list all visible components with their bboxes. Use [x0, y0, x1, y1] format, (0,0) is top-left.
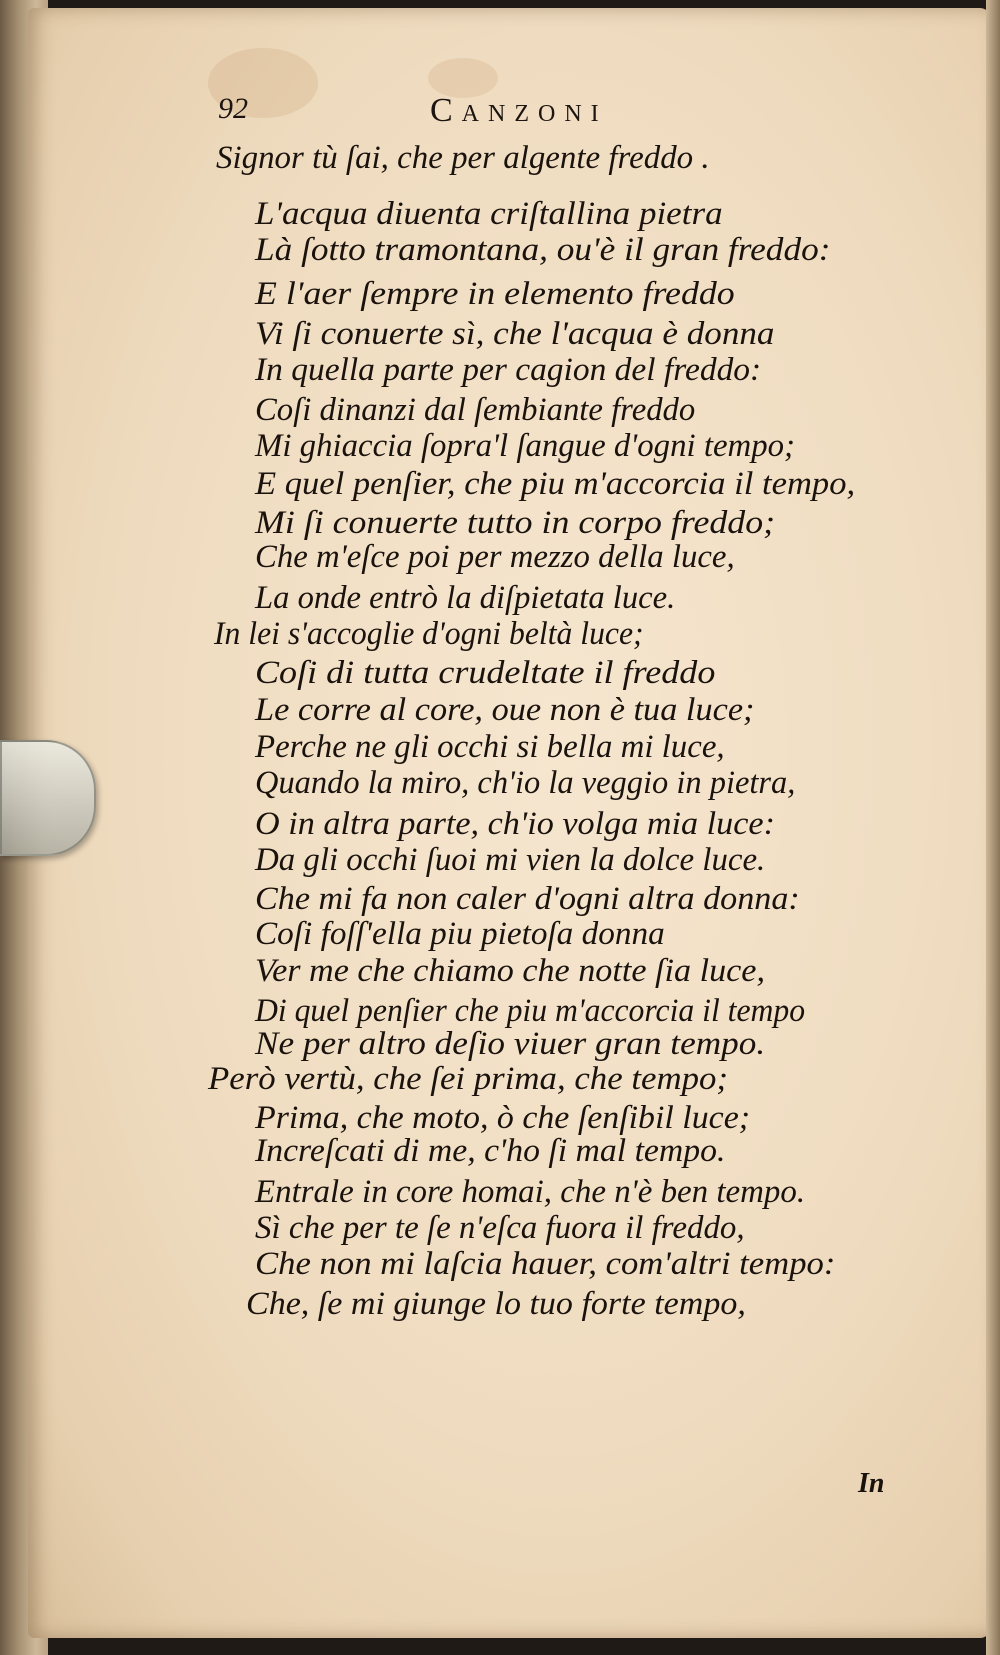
verse-line: Mi ſi conuerte tutto in corpo freddo;: [255, 505, 776, 541]
verse-line: Sì che per te ſe n'eſca fuora il freddo,: [255, 1210, 745, 1246]
verse-line: Mi ghiaccia ſopra'l ſangue d'ogni tempo;: [255, 428, 795, 464]
verse-line: Vi ſi conuerte sì, che l'acqua è donna: [255, 316, 775, 352]
verse-line: Ver me che chiamo che notte ſia luce,: [255, 953, 765, 989]
verse-line: L'acqua diuenta criſtallina pietra: [255, 196, 723, 232]
verse-line: Che m'eſce poi per mezzo della luce,: [255, 539, 735, 575]
verse-line: Coſi foſſ'ella piu pietoſa donna: [255, 916, 665, 952]
page-number: 92: [218, 92, 248, 125]
verse-line: Che mi fa non caler d'ogni altra donna:: [255, 881, 800, 917]
verse-line: Ne per altro deſio viuer gran tempo.: [255, 1026, 766, 1062]
verse-line: Increſcati di me, c'ho ſi mal tempo.: [255, 1133, 726, 1169]
verse-line: E l'aer ſempre in elemento freddo: [255, 276, 735, 312]
verse-line: Però vertù, che ſei prima, che tempo;: [208, 1061, 729, 1097]
verse-line: Che non mi laſcia hauer, com'altri tempo:: [255, 1246, 836, 1282]
verse-line: Quando la miro, ch'io la veggio in pietra,: [255, 765, 796, 801]
verse-line: Coſi di tutta crudeltate il freddo: [255, 655, 716, 691]
running-head: Canzoni: [430, 92, 608, 129]
verse-line: Signor tù ſai, che per algente freddo .: [216, 140, 710, 176]
catchword: In: [858, 1468, 885, 1499]
verse-line: Che, ſe mi giunge lo tuo forte tempo,: [246, 1286, 746, 1322]
verse-line: Le corre al core, oue non è tua luce;: [255, 692, 755, 728]
right-page-edge: [986, 0, 1000, 1655]
verse-line: O in altra parte, ch'io volga mia luce:: [255, 806, 775, 842]
verse-line: In quella parte per cagion del freddo:: [255, 352, 762, 388]
verse-line: Da gli occhi ſuoi mi vien la dolce luce.: [255, 842, 766, 878]
page-clip: [0, 740, 96, 856]
verse-line: La onde entrò la diſpietata luce.: [255, 580, 676, 616]
verse-line: Prima, che moto, ò che ſenſibil luce;: [255, 1100, 751, 1136]
verse-line: Di quel penſier che piu m'accorcia il tempo: [255, 993, 806, 1029]
verse-line: Coſi dinanzi dal ſembiante freddo: [255, 392, 696, 428]
verse-line: Entrale in core homai, che n'è ben tempo.: [255, 1174, 806, 1210]
verse-line: E quel penſier, che piu m'accorcia il tempo,: [255, 466, 856, 502]
verse-line: Perche ne gli occhi si bella mi luce,: [255, 729, 725, 765]
verse-line: In lei s'accoglie d'ogni beltà luce;: [214, 616, 644, 652]
verse-line: Là ſotto tramontana, ou'è il gran freddo:: [255, 232, 831, 268]
